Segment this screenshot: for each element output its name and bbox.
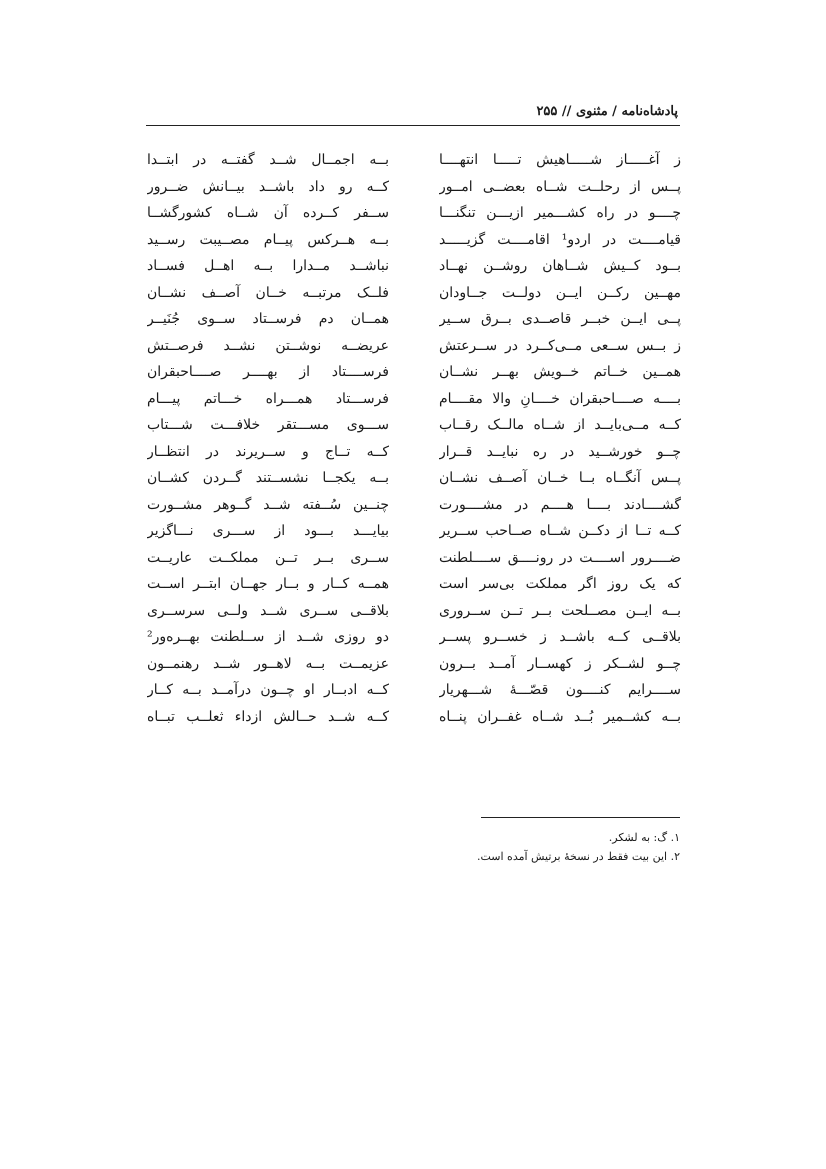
verse-line: همــان دم فرســتاد ســوی جُنَیــر: [147, 311, 389, 327]
verse-line: کــه مــی‌بایــد از شــاه مالــک رقــاب: [439, 417, 681, 433]
running-head: پادشاه‌نامه / مثنوی // ۲۵۵: [536, 104, 678, 119]
verse-column-right: [439, 147, 681, 730]
verse-line: کــه ادبــار او چــون درآمــد بــه کــار: [147, 682, 389, 698]
footnote-rule: [481, 817, 680, 818]
header-rule: [146, 125, 680, 126]
verse-line: چــو خورشــید در ره نبایــد قــرار: [439, 443, 681, 460]
verse-line: کــه تــا از دکــن شــاه صــاحب ســریر: [439, 523, 681, 539]
verse-line: مهــین رکــن ایــن دولــت جــاودان: [439, 284, 681, 301]
verse-line: بــــه صــــاحبقران خــــانِ والا مقــــام: [439, 390, 681, 407]
verse-line: دو روزی شــد از ســلطنت بهــره‌ور²: [147, 629, 389, 645]
verse-line: پــس آنگــاه بــا خــان آصــف نشــان: [439, 470, 681, 486]
verse-line: ســـوی مســـتقر خلافـــت شـــتاب: [147, 417, 389, 433]
verse-line: قیامــــت در اردو¹ اقامــــت گزیـــــد: [439, 231, 681, 248]
verse-line: کــه رو داد باشــد بیــانش ضــرور: [147, 178, 389, 195]
verse-line: همــه کــار و بــار جهــان ابتــر اســت: [147, 576, 389, 592]
verse-line: پــی ایــن خبــر قاصــدی بــرق ســیر: [439, 311, 681, 327]
verse-column-left: [147, 147, 389, 730]
verse-line: ز بــس ســعی مــی‌کــرد در ســرعتش: [439, 337, 681, 354]
verse-line: ســری بــر تــن مملکــت عاریــت: [147, 549, 389, 566]
verse-line: چــــو در راه کشـــمیر ازیـــن تنگنـــا: [439, 205, 681, 221]
verse-line: بــود کــیش شــاهان روشــن نهــاد: [439, 258, 681, 274]
verse-line: گشــــادند بــــا هــــم در مشــــورت: [439, 496, 681, 513]
verse-line: ضــــرور اســــت در رونــــق ســــلطنت: [439, 549, 681, 566]
footnotes: [280, 828, 680, 866]
verse-line: فلــک مرتبــه خــان آصــف نشــان: [147, 284, 389, 301]
verse-line: ســفر کــرده آن شــاه کشورگشــا: [147, 205, 389, 221]
verse-line: ســــرایم کنــــون قصّـــهٔ شـــهریار: [439, 682, 681, 698]
verse-line: نباشــد مــدارا بــه اهــل فســاد: [147, 258, 389, 274]
verse-line: کــه تــاج و ســریرند در انتظــار: [147, 443, 389, 460]
verse-line: همــین خــاتم خــویش بهــر نشــان: [439, 364, 681, 380]
verse-line: بــه یکجــا نشســتند گــردن کشــان: [147, 470, 389, 486]
verse-line: که یک روز اگر مملکت بی‌سر است: [439, 576, 681, 592]
verse-line: عزیمــت بــه لاهــور شــد رهنمــون: [147, 655, 389, 672]
verse-line: بــه هــرکس پیــام مصــیبت رســید: [147, 231, 389, 248]
verse-line: کــه شــد حــالش ازداء ثعلــب تبــاه: [147, 708, 389, 725]
verse-line: چــو لشــکر ز کهســار آمــد بــرون: [439, 655, 681, 672]
verse-line: بــه کشــمیر بُــد شــاه غفــران پنــاه: [439, 708, 681, 725]
footnote: ۱. گ: به لشکر.: [608, 831, 680, 844]
verse-line: فرســــتاد از بهــــر صــــاحبقران: [147, 364, 389, 380]
verse-line: بیایـــد بـــود از ســـری نـــاگزیر: [147, 523, 389, 539]
verse-line: بلاقــی ســری شــد ولــی سرســری: [147, 602, 389, 619]
verse-line: فرســـتاد همـــراه خـــاتم پیـــام: [147, 390, 389, 407]
verse-line: عریضــه نوشــتن نشــد فرصــتش: [147, 337, 389, 354]
verse-line: بــه اجمــال شــد گفتــه در ابتــدا: [147, 152, 389, 168]
footnote: ۲. این بیت فقط در نسخهٔ برتیش آمده است.: [476, 850, 680, 863]
verse-line: بلاقــی کــه باشــد ز خســرو پســر: [439, 629, 681, 645]
verse-line: پــس از رحلــت شــاه بعضــی امــور: [439, 178, 681, 195]
verse-line: ز آغـــــاز شـــــاهیش تـــــا انتهــــا: [439, 152, 681, 168]
verse-line: چنــین سُــفته شــد گــوهر مشــورت: [147, 496, 389, 513]
verse-line: بــه ایــن مصــلحت بــر تــن ســروری: [439, 602, 681, 619]
